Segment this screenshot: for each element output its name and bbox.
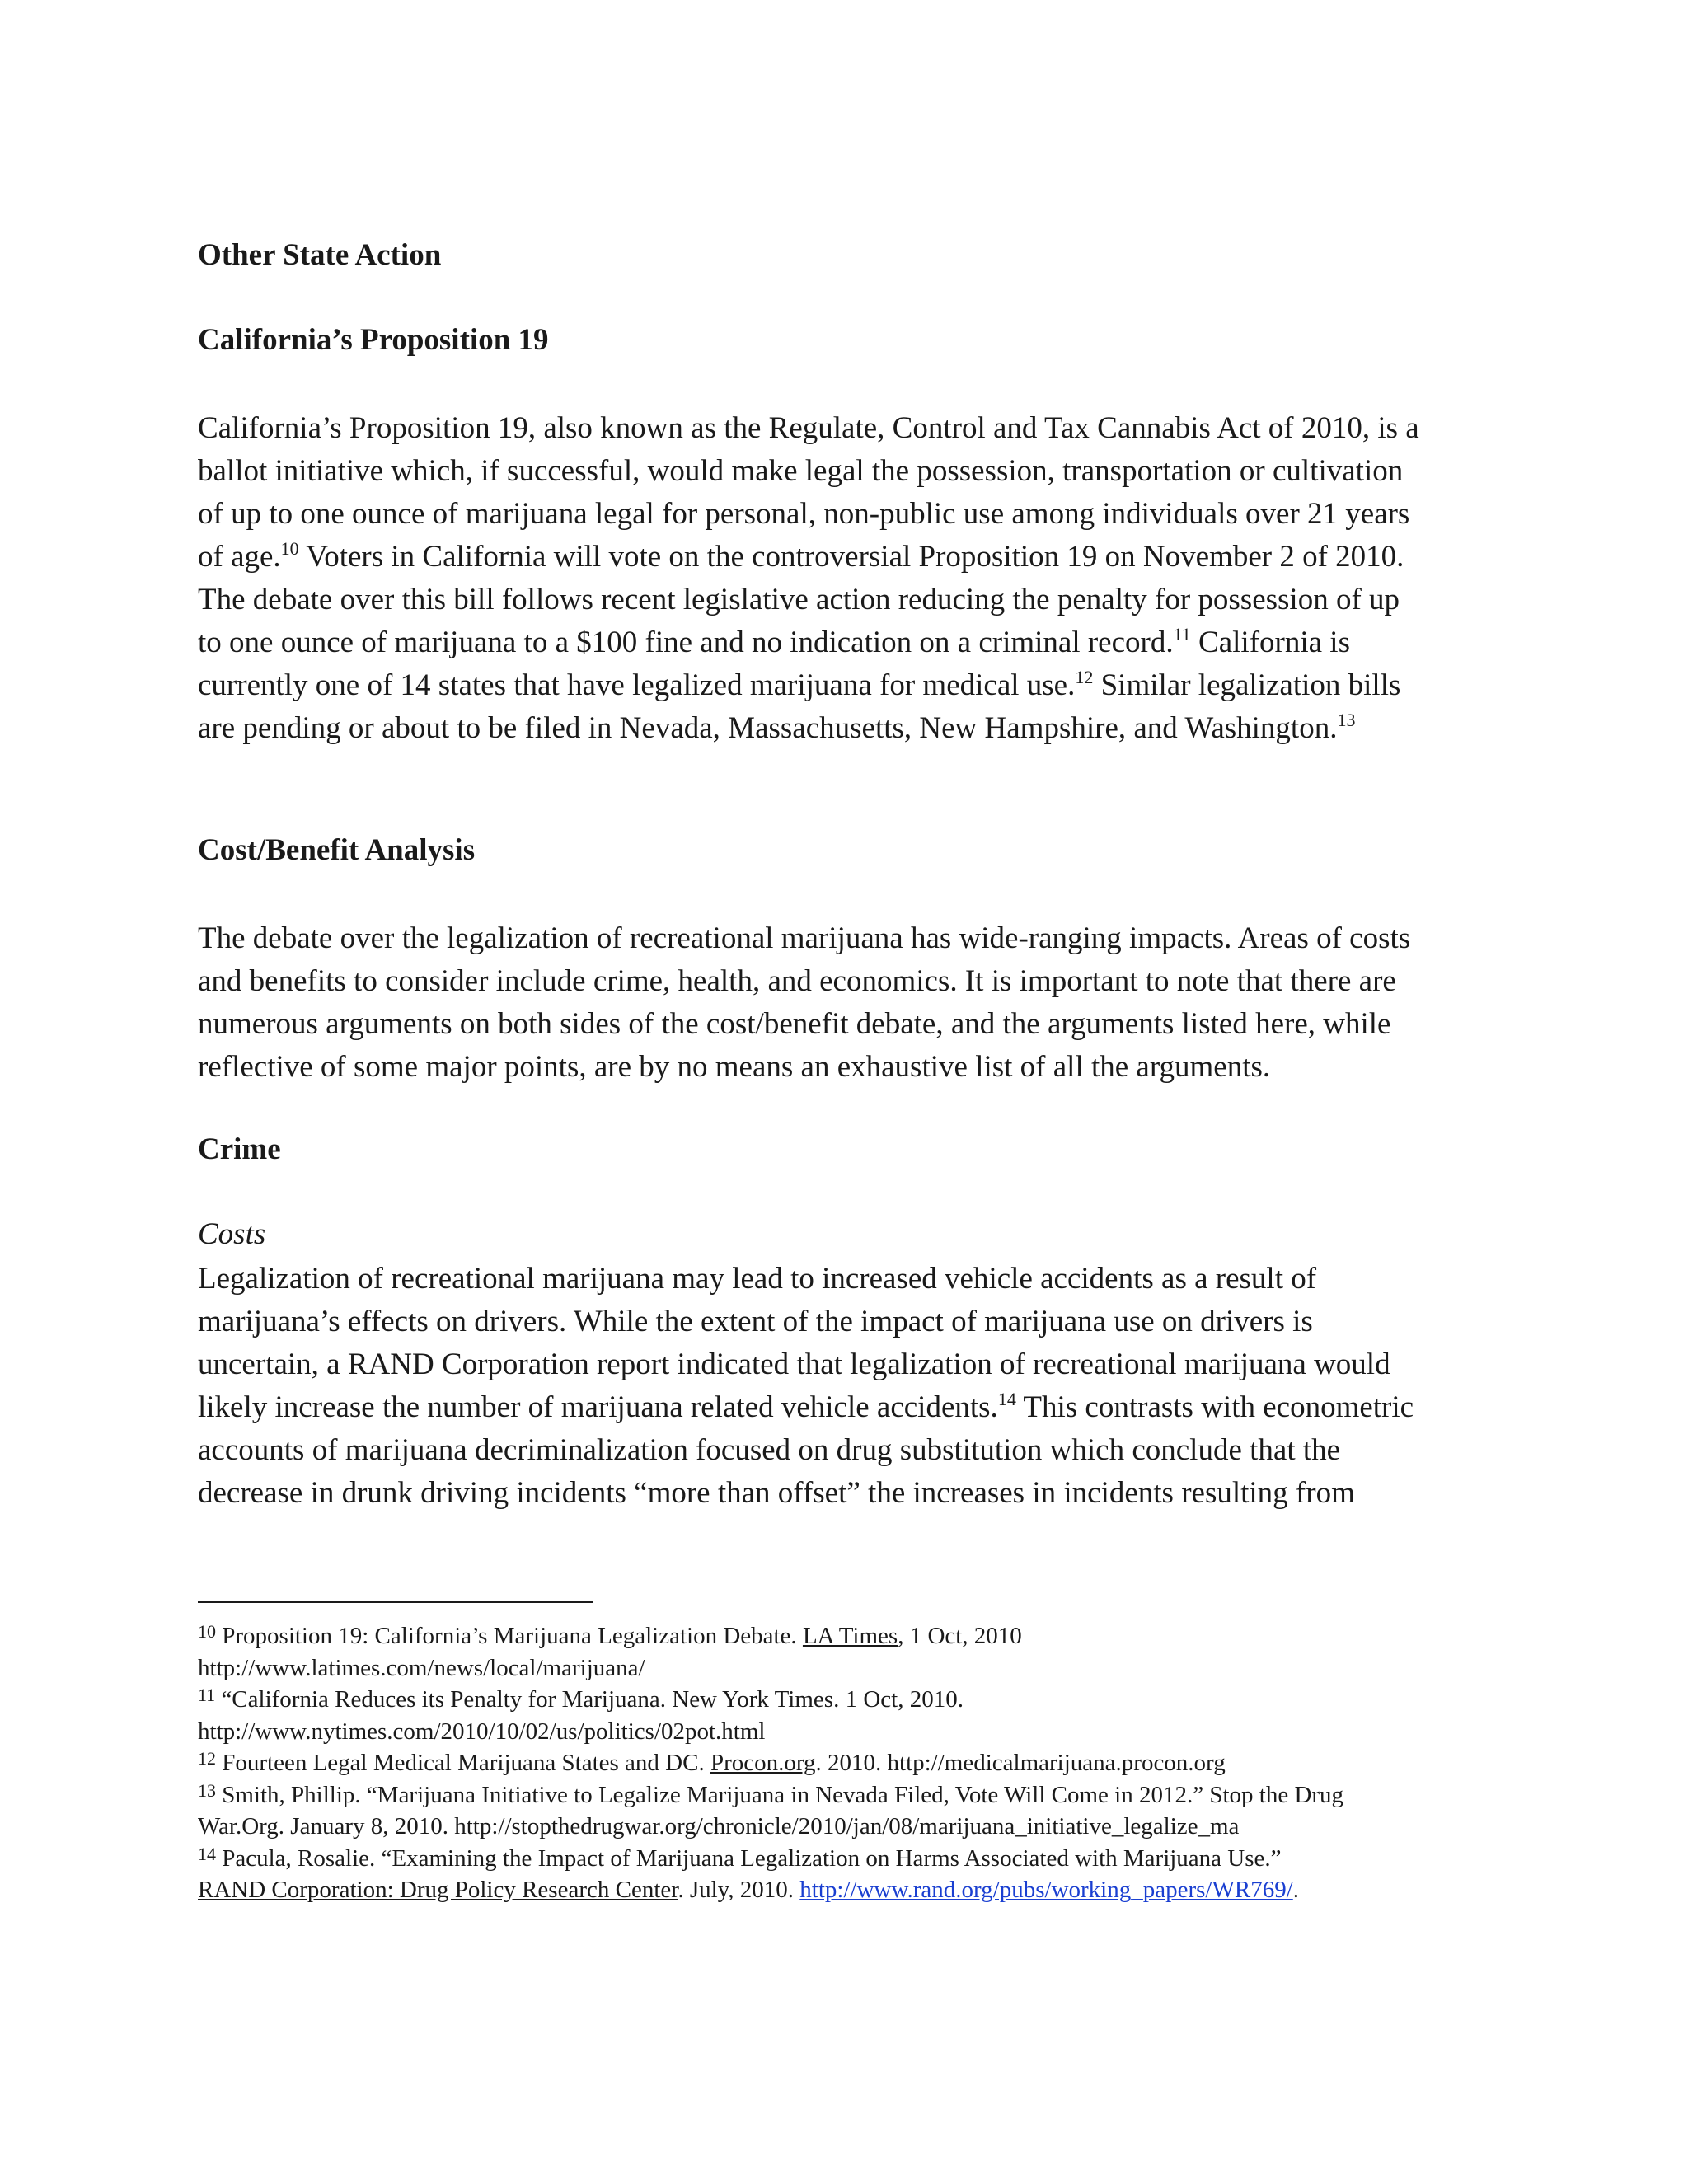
heading-other-state-action: Other State Action xyxy=(198,238,442,272)
footnote-10 xyxy=(198,1620,1484,1652)
text-line xyxy=(198,536,1484,579)
text-segment: are pending or about to be filed in Nevada, Massachusetts, New Hampshire, and Washington. xyxy=(198,711,1338,745)
text-line xyxy=(198,621,1484,664)
text-segment: Voters in California will vote on the controversial Proposition 19 on November 2 of 2010. xyxy=(298,540,1404,574)
heading-crime: Crime xyxy=(198,1132,281,1166)
footnote-ref-12[interactable]: 12 xyxy=(1075,667,1094,687)
footnote-number: 13 xyxy=(198,1779,216,1801)
text-line: Legalization of recreational marijuana may lead to increased vehicle accidents as a result of xyxy=(198,1262,1317,1296)
footnote-11 xyxy=(198,1684,1484,1716)
text-line: marijuana’s effects on drivers. While the extent of the impact of marijuana use on drivers is xyxy=(198,1305,1313,1338)
text-line: numerous arguments on both sides of the cost/benefit debate, and the arguments listed here, while xyxy=(198,1007,1391,1041)
text-line: decrease in drunk driving incidents “more than offset” the increases in incidents resulting from xyxy=(198,1476,1355,1510)
text-segment: to one ounce of marijuana to a $100 fine and no indication on a criminal record. xyxy=(198,626,1174,659)
footnote-source-title: Procon.org xyxy=(710,1750,816,1776)
footnote-14-continued xyxy=(198,1874,1484,1906)
footnote-text: . July, 2010. xyxy=(678,1877,800,1903)
text-segment: Similar legalization bills xyxy=(1093,668,1401,702)
text-segment: currently one of 14 states that have legalized marijuana for medical use. xyxy=(198,668,1076,702)
heading-cost-benefit-analysis: Cost/Benefit Analysis xyxy=(198,833,476,867)
footnote-number: 10 xyxy=(198,1621,216,1642)
footnote-ref-10[interactable]: 10 xyxy=(280,538,299,559)
text-line: The debate over the legalization of recreational marijuana has wide-ranging impacts. Areas of costs xyxy=(198,921,1411,955)
footnote-13-continued: War.Org. January 8, 2010. http://stopthedrugwar.org/chronicle/2010/jan/08/marijuana_initiative_legalize_ma xyxy=(198,1813,1240,1840)
footnote-text: “California Reduces its Penalty for Marijuana. New York Times. 1 Oct, 2010. xyxy=(215,1686,964,1713)
text-line xyxy=(198,664,1484,707)
footnote-number: 11 xyxy=(198,1685,216,1705)
text-line: and benefits to consider include crime, health, and economics. It is important to note that there are xyxy=(198,964,1396,998)
paragraph-cost-benefit xyxy=(198,917,1484,1089)
text-segment: of age. xyxy=(198,540,281,574)
text-line: reflective of some major points, are by no means an exhaustive list of all the arguments. xyxy=(198,1050,1271,1084)
footnote-source-title: LA Times xyxy=(802,1623,898,1649)
footnotes xyxy=(198,1620,1484,1906)
footnote-14-link[interactable]: http://www.rand.org/pubs/working_papers/WR769/ xyxy=(799,1877,1293,1903)
text-segment: California is xyxy=(1190,626,1350,659)
footnote-ref-14[interactable]: 14 xyxy=(997,1389,1016,1409)
subheading-costs: Costs xyxy=(198,1217,266,1251)
paragraph-crime-costs xyxy=(198,1258,1484,1515)
footnote-13 xyxy=(198,1779,1484,1811)
footnote-ref-11[interactable]: 11 xyxy=(1173,624,1191,644)
text-segment: likely increase the number of marijuana related vehicle accidents. xyxy=(198,1390,998,1424)
footnote-source-title: RAND Corporation: Drug Policy Research Center xyxy=(198,1877,678,1903)
text-line: accounts of marijuana decriminalization focused on drug substitution which conclude that the xyxy=(198,1433,1341,1467)
text-line: California’s Proposition 19, also known as the Regulate, Control and Tax Cannabis Act of 2010, is a xyxy=(198,411,1419,445)
text-line xyxy=(198,707,1484,750)
text-line xyxy=(198,1386,1484,1429)
text-line: uncertain, a RAND Corporation report indicated that legalization of recreational marijuana would xyxy=(198,1347,1390,1381)
paragraph-proposition-19 xyxy=(198,407,1484,750)
footnote-text: . xyxy=(1292,1877,1299,1903)
text-segment: This contrasts with econometric xyxy=(1015,1390,1414,1424)
document-page xyxy=(198,0,1484,2184)
footnote-text: Fourteen Legal Medical Marijuana States and DC. xyxy=(216,1750,710,1776)
footnote-text: , 1 Oct, 2010 xyxy=(898,1623,1022,1649)
text-line: ballot initiative which, if successful, would make legal the possession, transportation or cultivation xyxy=(198,454,1404,488)
footnote-text: . 2010. http://medicalmarijuana.procon.org xyxy=(815,1750,1226,1776)
text-line: The debate over this bill follows recent legislative action reducing the penalty for possession of up xyxy=(198,583,1400,616)
footnote-14 xyxy=(198,1843,1484,1875)
footnote-10-url: http://www.latimes.com/news/local/marijuana/ xyxy=(198,1654,645,1681)
footnote-12 xyxy=(198,1747,1484,1779)
footnote-ref-13[interactable]: 13 xyxy=(1337,710,1356,730)
text-line: of up to one ounce of marijuana legal for personal, non-public use among individuals over 21 years xyxy=(198,497,1410,531)
footnote-text: Pacula, Rosalie. “Examining the Impact of Marijuana Legalization on Harms Associated with Marijuana Use.” xyxy=(216,1844,1282,1872)
footnote-11-url: http://www.nytimes.com/2010/10/02/us/politics/02pot.html xyxy=(198,1718,766,1745)
footnote-divider xyxy=(198,1601,593,1603)
footnote-text: Smith, Phillip. “Marijuana Initiative to Legalize Marijuana in Nevada Filed, Vote Will Come in 2012.” Stop the Drug xyxy=(216,1781,1344,1808)
heading-proposition-19: California’s Proposition 19 xyxy=(198,323,549,357)
footnote-number: 14 xyxy=(198,1843,216,1864)
footnote-text: Proposition 19: California’s Marijuana Legalization Debate. xyxy=(216,1623,803,1649)
footnote-number: 12 xyxy=(198,1748,216,1769)
